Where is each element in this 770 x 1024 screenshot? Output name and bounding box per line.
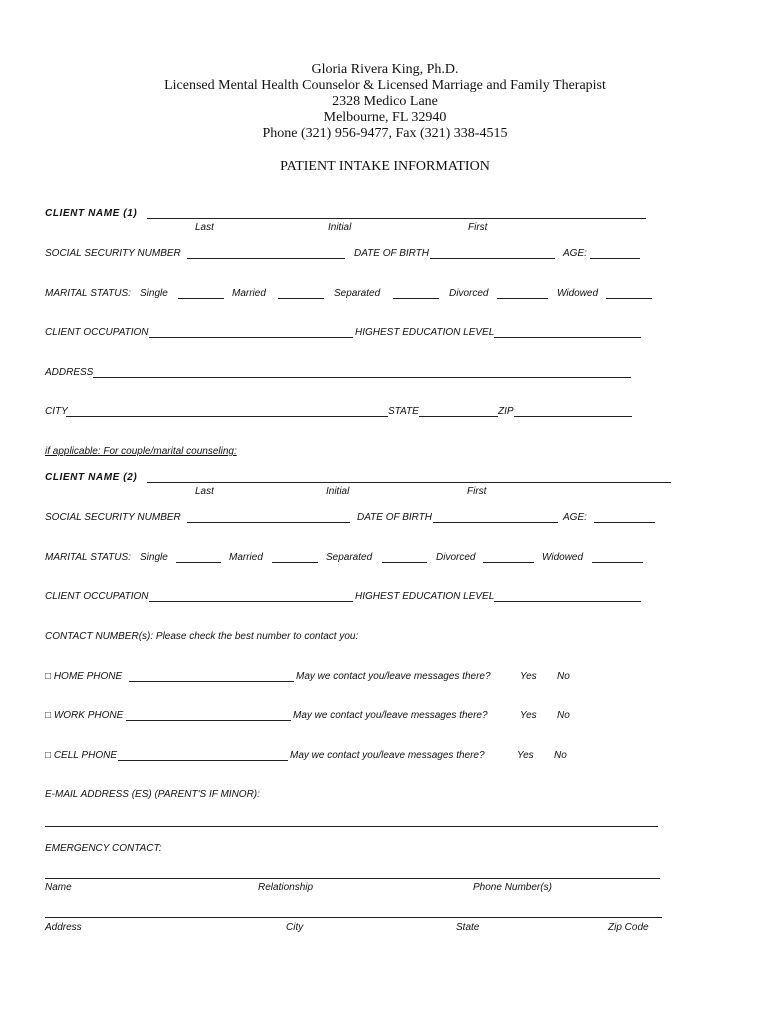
divorced-field[interactable] [483, 562, 534, 563]
client-2-education-field[interactable] [494, 601, 641, 602]
client-2-occupation-field[interactable] [149, 601, 353, 602]
client-2-ssn-field[interactable] [187, 522, 350, 523]
email-field[interactable] [45, 826, 658, 827]
separated-field[interactable] [382, 562, 427, 563]
practice-phone: Phone (321) 956-9477, Fax (321) 338-4515 [262, 126, 508, 141]
state-label: STATE [388, 406, 419, 417]
widowed-label: Widowed [557, 288, 599, 299]
client-name-2-label: CLIENT NAME (2) [45, 472, 138, 483]
zip-label: ZIP [498, 406, 514, 417]
emergency-city-caption: City [286, 922, 304, 933]
single-label: Single [140, 288, 168, 299]
couple-counseling-note: if applicable: For couple/marital counseling: [45, 446, 237, 457]
cell-yes-option[interactable]: Yes [517, 750, 534, 761]
city-field[interactable] [66, 416, 388, 417]
address-field[interactable] [93, 377, 631, 378]
age-label: AGE: [563, 512, 587, 523]
client-2-age-field[interactable] [594, 522, 655, 523]
client-1-ssn-field[interactable] [187, 258, 345, 259]
emergency-contact-label: EMERGENCY CONTACT: [45, 843, 162, 854]
email-label: E-MAIL ADDRESS (ES) (PARENT'S IF MINOR): [45, 789, 260, 800]
separated-label: Separated [334, 288, 381, 299]
ssn-label: SOCIAL SECURITY NUMBER [45, 512, 181, 523]
client-1-dob-field[interactable] [430, 258, 555, 259]
practitioner-name: Gloria Rivera King, Ph.D. [311, 62, 459, 77]
education-label: HIGHEST EDUCATION LEVEL [355, 591, 495, 602]
emergency-phone-caption: Phone Number(s) [473, 882, 552, 893]
divorced-field[interactable] [497, 298, 548, 299]
separated-label: Separated [326, 552, 373, 563]
emergency-relationship-caption: Relationship [258, 882, 314, 893]
education-label: HIGHEST EDUCATION LEVEL [355, 327, 495, 338]
form-title: PATIENT INTAKE INFORMATION [280, 159, 490, 174]
practice-city: Melbourne, FL 32940 [323, 110, 447, 125]
widowed-field[interactable] [592, 562, 643, 563]
client-1-education-field[interactable] [494, 337, 641, 338]
emergency-name-caption: Name [45, 882, 72, 893]
single-field[interactable] [178, 298, 224, 299]
practitioner-credentials: Licensed Mental Health Counselor & Licensed Marriage and Family Therapist [164, 78, 606, 93]
age-label: AGE: [563, 248, 587, 259]
work-yes-option[interactable]: Yes [520, 710, 537, 721]
emergency-state-caption: State [456, 922, 480, 933]
home-phone-label[interactable]: □ HOME PHONE [45, 671, 123, 682]
single-field[interactable] [176, 562, 221, 563]
first-caption: First [467, 486, 487, 497]
client-1-age-field[interactable] [590, 258, 640, 259]
cell-phone-label[interactable]: □ CELL PHONE [45, 750, 117, 761]
dob-label: DATE OF BIRTH [354, 248, 430, 259]
address-label: ADDRESS [45, 367, 94, 378]
marital-status-label: MARITAL STATUS: [45, 552, 131, 563]
single-label: Single [140, 552, 168, 563]
client-1-occupation-field[interactable] [149, 337, 353, 338]
divorced-label: Divorced [436, 552, 476, 563]
work-no-option[interactable]: No [557, 710, 570, 721]
client-name-1-field[interactable] [147, 218, 646, 219]
city-label: CITY [45, 406, 68, 417]
cell-phone-field[interactable] [118, 760, 288, 761]
married-field[interactable] [272, 562, 318, 563]
home-phone-field[interactable] [129, 681, 294, 682]
client-name-2-field[interactable] [147, 482, 671, 483]
occupation-label: CLIENT OCCUPATION [45, 591, 149, 602]
occupation-label: CLIENT OCCUPATION [45, 327, 149, 338]
married-label: Married [229, 552, 263, 563]
divorced-label: Divorced [449, 288, 489, 299]
emergency-contact-line-2[interactable] [45, 917, 662, 918]
marital-status-label: MARITAL STATUS: [45, 288, 131, 299]
married-label: Married [232, 288, 266, 299]
home-contact-question: May we contact you/leave messages there? [296, 671, 491, 682]
last-caption: Last [195, 222, 214, 233]
last-caption: Last [195, 486, 214, 497]
zip-field[interactable] [514, 416, 632, 417]
separated-field[interactable] [393, 298, 439, 299]
cell-contact-question: May we contact you/leave messages there? [290, 750, 485, 761]
cell-no-option[interactable]: No [554, 750, 567, 761]
dob-label: DATE OF BIRTH [357, 512, 433, 523]
emergency-contact-line-1[interactable] [45, 878, 660, 879]
practice-street: 2328 Medico Lane [332, 94, 438, 109]
emergency-zip-caption: Zip Code [608, 922, 649, 933]
home-yes-option[interactable]: Yes [520, 671, 537, 682]
work-phone-label[interactable]: □ WORK PHONE [45, 710, 124, 721]
ssn-label: SOCIAL SECURITY NUMBER [45, 248, 181, 259]
state-field[interactable] [419, 416, 498, 417]
married-field[interactable] [278, 298, 324, 299]
emergency-address-caption: Address [45, 922, 82, 933]
initial-caption: Initial [326, 486, 350, 497]
client-2-dob-field[interactable] [433, 522, 558, 523]
widowed-field[interactable] [606, 298, 652, 299]
home-no-option[interactable]: No [557, 671, 570, 682]
contact-numbers-heading: CONTACT NUMBER(s): Please check the best number to contact you: [45, 631, 359, 642]
first-caption: First [468, 222, 488, 233]
initial-caption: Initial [328, 222, 352, 233]
client-name-1-label: CLIENT NAME (1) [45, 208, 138, 219]
widowed-label: Widowed [542, 552, 584, 563]
work-phone-field[interactable] [126, 720, 291, 721]
work-contact-question: May we contact you/leave messages there? [293, 710, 488, 721]
